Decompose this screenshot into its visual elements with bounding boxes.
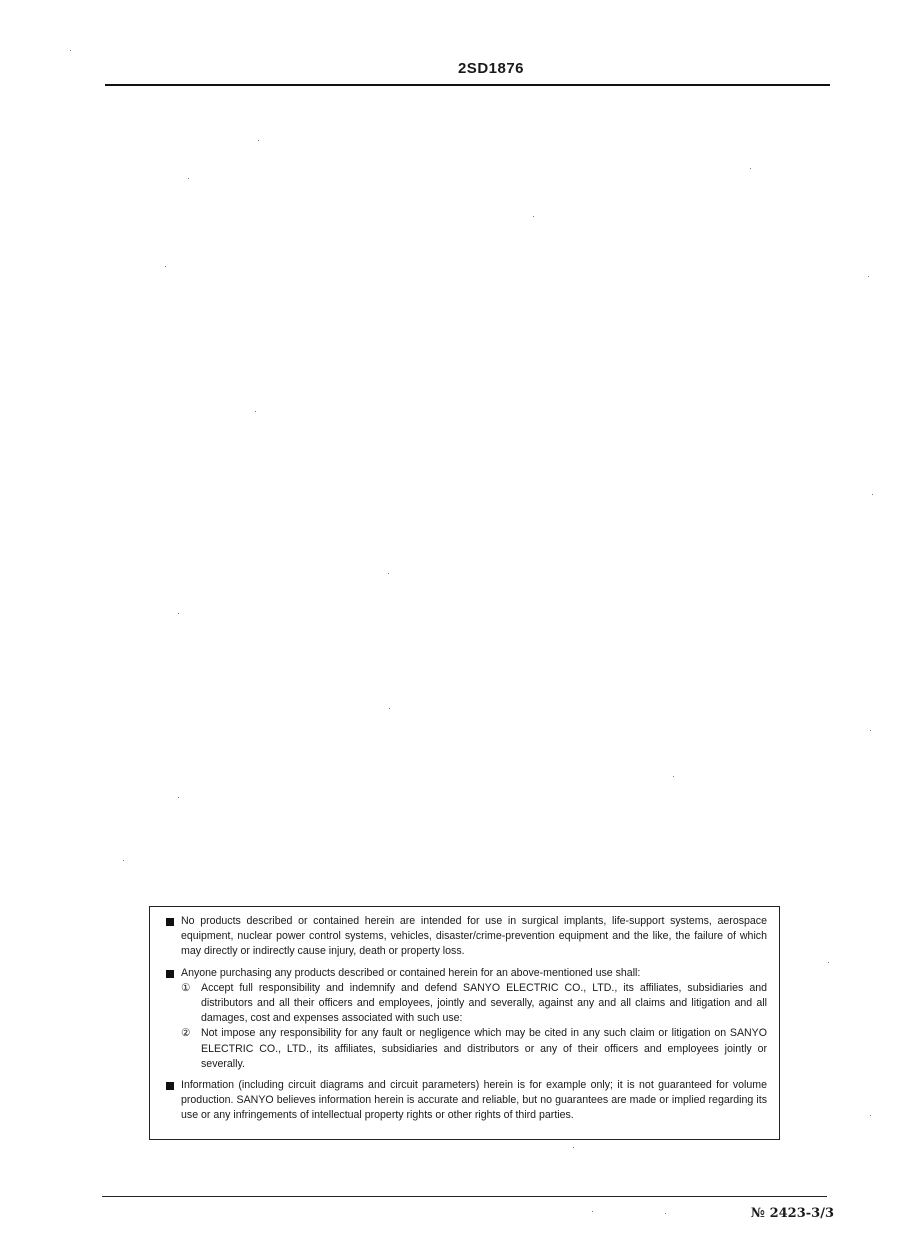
header-divider: [105, 84, 830, 86]
square-bullet-icon: [166, 918, 174, 926]
notice-text: Information (including circuit diagrams and circuit parameters) herein is for example only; it is not guaranteed for volume production. SANYO believes information herein is accurate and reliable, but no guarantees are made or implied regarding its use or any infringements of intellectual property rights or other rights of third parties.: [181, 1079, 767, 1122]
notice-sublist: [166, 981, 767, 1072]
footer-divider: [102, 1196, 827, 1197]
notice-item: [166, 914, 767, 960]
notice-item: [166, 1078, 767, 1124]
notice-text: No products described or contained herein are intended for use in surgical implants, life-support systems, aerospace equipment, nuclear power control systems, vehicles, disaster/crime-prevention equipment and the like, the failure of which may directly or indirectly cause injury, death or property loss.: [181, 915, 767, 958]
square-bullet-icon: [166, 1082, 174, 1090]
subitem-text: Not impose any responsibility for any fault or negligence which may be cited in any such claim or litigation on SANYO ELECTRIC CO., LTD., its affiliates, subsidiaries and distributors or any of their officers and employees jointly or severally.: [201, 1027, 767, 1070]
page-number: № 2423-3/3: [750, 1206, 834, 1221]
notice-subitem: [166, 1026, 767, 1072]
circled-two-marker: ②: [181, 1027, 191, 1040]
part-number-title: 2SD1876: [457, 60, 525, 77]
subitem-text: Accept full responsibility and indemnify and defend SANYO ELECTRIC CO., LTD., its affiliates, subsidiaries and distributors and all their officers and employees, jointly and severally, against any and all claims and litigation and all damages, cost and expenses associated with such use:: [201, 981, 767, 1025]
notice-subitem: [166, 981, 767, 1027]
disclaimer-notice-box: [149, 906, 780, 1140]
notice-text: Anyone purchasing any products described or contained herein for an above-mentioned use shall:: [181, 966, 641, 979]
notice-item: [166, 966, 767, 981]
square-bullet-icon: [166, 970, 174, 978]
circled-one-marker: ①: [181, 981, 191, 994]
